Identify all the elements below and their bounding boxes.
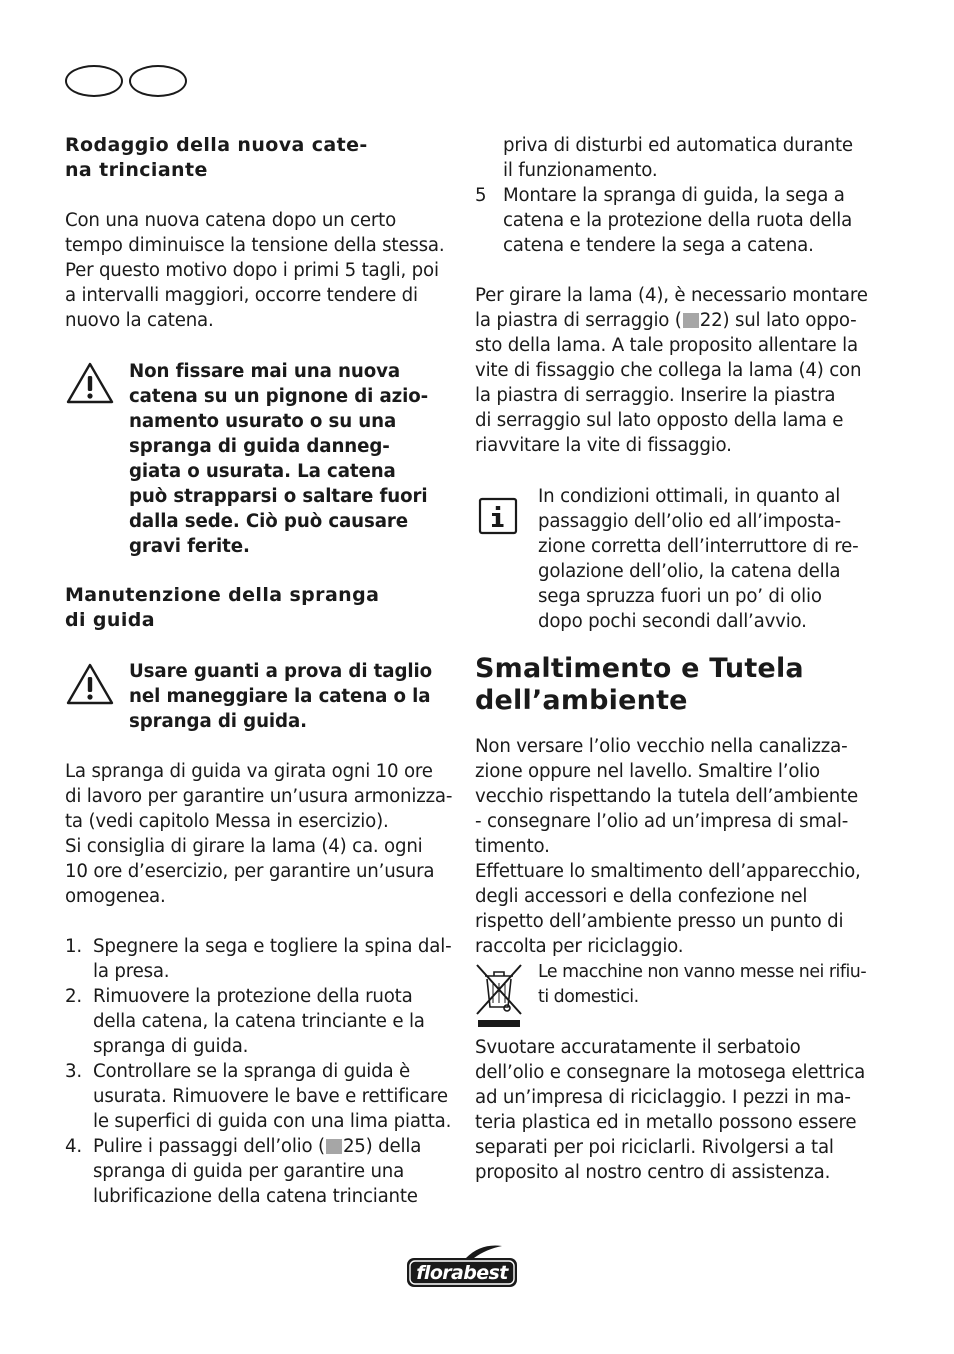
list-item: 3. Controllare se la spranga di guida è usurata. Rimuovere le bave e rettificare le superfici di guida con una lima piatta. [65,1061,452,1132]
heading-rodaggio: Rodaggio della nuova cate- na trinciante [65,134,368,181]
body-smaltimento: Non versare l’olio vecchio nella canalizza- zione oppure nel lavello. Smaltire l’olio vecchio rispettando la tutela dell’ambiente - consegnare l’olio ad un’impresa di smal- timento. Effettuare lo smaltimento dell’apparecchio, degli accessori e della confezione nel rispetto dell’ambiente presso un punto di raccolta per riciclaggio. [475,736,861,957]
figure-ref-square-icon [326,1139,342,1154]
info-text: In condizioni ottimali, in quanto al passaggio dell’olio ed all’imposta- zione corretta dell’interruttore di re- golazione dell’olio, la catena della sega spruzza fuori un po’ di olio dopo pochi secondi dall’avvio. [538,486,859,632]
steps-list [65,934,455,1209]
warning-text-2: Usare guanti a prova di taglio nel maneggiare la catena o la spranga di guida. [129,661,433,732]
figure-ref-square-icon [683,313,699,328]
florabest-logo: florabest [404,1244,520,1290]
weee-text: Le macchine non vanno messe nei rifiu- ti domestici. [538,962,867,1007]
body-manutenzione: La spranga di guida va girata ogni 10 ore di lavoro per garantire un’usura armonizza- ta (vedi capitolo Messa in esercizio). Si consiglia di girare la lama (4) ca. ogni 10 ore d’esercizio, per garantire un’usura omogenea. [65,761,453,907]
heading-manutenzione: Manutenzione della spranga di guida [65,584,380,631]
body-lama: Per girare la lama (4), è necessario montare la piastra di serraggio ( 22) sul lato oppo- sto della lama. A tale proposito allentare la vite di fissaggio che collega la lama (4) con la piastra di serraggio. Inserire la piastra di serraggio sul lato opposto della lama e riavvitare la vite di fissaggio. [475,285,868,456]
warning-triangle-icon [65,361,115,405]
crossed-bin-icon [474,962,524,1028]
warning-text-1: Non fissare mai una nuova catena su un pignone di azio- namento usurato o su una spranga di guida danneg- giata o usurata. La catena può strapparsi o saltare fuori dalla sede. Ciò può causare gravi ferite. [129,361,429,557]
heading-smaltimento: Smaltimento e Tutela dell’ambiente [475,653,804,716]
list-item: 5 Montare la spranga di guida, la sega a catena e la protezione della ruota della catena e tendere la sega a catena. [475,185,853,256]
body-smaltimento-2: Svuotare accuratamente il serbatoio dell’olio e consegnare la motosega elettrica ad un’impresa di riciclaggio. I pezzi in ma- teria plastica ed in metallo possono essere separati per poi riciclarli. Rivolgersi a tal proposito al nostro centro di assistenza. [475,1037,866,1183]
list-item: 1. Spegnere la sega e togliere la spina dal- la presa. [65,936,452,982]
language-tab-oval-2 [129,65,187,97]
list-item: 2. Rimuovere la protezione della ruota della catena, la catena trinciante e la spranga di guida. [65,986,425,1057]
language-tab-oval-1 [65,65,123,97]
continued-text: priva di disturbi ed automatica durante il funzionamento. [503,135,853,181]
warning-triangle-icon [65,662,115,706]
list-item: 4. Pulire i passaggi dell’olio ( 25) della spranga di guida per garantire una lubrificazione della catena trinciante [65,1136,422,1207]
step-5 [475,183,875,258]
info-icon [478,497,518,535]
body-rodaggio: Con una nuova catena dopo un certo tempo diminuisce la tensione della stessa. Per questo motivo dopo i primi 5 tagli, poi a intervalli maggiori, occorre tendere di nuovo la catena. [65,210,445,331]
